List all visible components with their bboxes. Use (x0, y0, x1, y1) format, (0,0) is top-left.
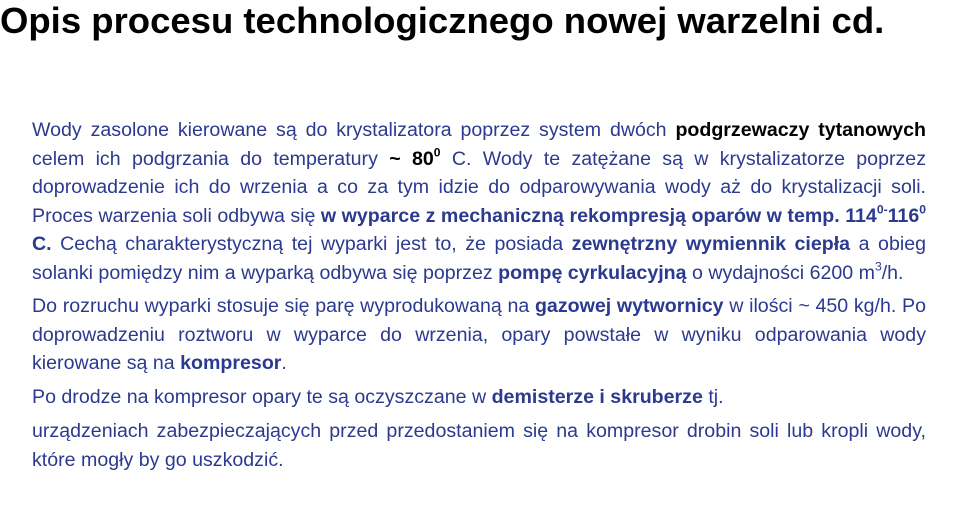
bold-term-gas-generator: gazowej wytwornicy (534, 295, 724, 317)
slide-content (32, 116, 926, 474)
degree-superscript: 0 (919, 202, 926, 216)
paragraph-protection (32, 417, 926, 474)
bold-term-demister-scrubber: demisterze i skruberze (491, 385, 703, 408)
degree-superscript: 0 (433, 145, 441, 159)
text-run: C. Wody te zatężane są w krystalizatorze poprzez doprowadzenie ich do wrzenia a co za tym idzie do odparowywania wody aż do krystalizacji soli. Proces warzenia soli odbywa się (32, 147, 926, 227)
text-run: . (281, 352, 287, 374)
slide-title: Opis procesu technologicznego nowej warzelni cd. (0, 0, 885, 41)
text-run: Do rozruchu wyparki stosuje się parę wyprodukowaną na (32, 295, 535, 317)
text-run: tj. (702, 385, 724, 408)
text-run: o wydajności 6200 m (686, 261, 875, 284)
paragraph-process-description (32, 116, 926, 287)
temperature-unit: C. (32, 233, 52, 255)
text-run: celem ich podgrzania do temperatury (32, 147, 390, 170)
paragraph-startup (32, 292, 926, 378)
text-run: w ilości ~ 450 kg/h. Po doprowadzeniu roztworu w wyparce do wrzenia, opary powstałe w wyniku odparowania wody kierowane są na (32, 295, 926, 374)
text-run: a obieg solanki pomiędzy nim a wyparką odbywa się poprzez (32, 233, 927, 284)
temperature-value: ~ 80 (389, 147, 434, 170)
bold-temperature (389, 145, 441, 170)
cubic-superscript: 3 (874, 259, 882, 273)
bold-term-compressor: kompresor (180, 352, 282, 374)
evaporator-text: w wyparce z mechaniczną rekompresją oparów w temp. 114 (320, 204, 877, 227)
bold-term-circulation-pump: pompę cyrkulacyjną (498, 261, 687, 284)
temperature-upper: 116 (887, 204, 920, 227)
text-run: Po drodze na kompresor opary te są oczyszczane w (32, 385, 492, 408)
text-run: Cechą charakterystyczną tej wyparki jest to, że posiada (51, 233, 572, 255)
text-run: Wody zasolone kierowane są do krystalizatora poprzez system dwóch (32, 119, 676, 141)
text-run: /h. (881, 261, 904, 284)
paragraph-cleaning (32, 383, 926, 412)
bold-term-heat-exchanger: zewnętrzny wymiennik ciepła (571, 233, 851, 255)
text-run: urządzeniach zabezpieczających przed przedostaniem się na kompresor drobin soli lub kropli wody, które mogły by go uszkodzić. (32, 420, 926, 471)
bold-term-titanium-heaters: podgrzewaczy tytanowych (675, 119, 926, 141)
degree-superscript: 0- (876, 202, 888, 216)
